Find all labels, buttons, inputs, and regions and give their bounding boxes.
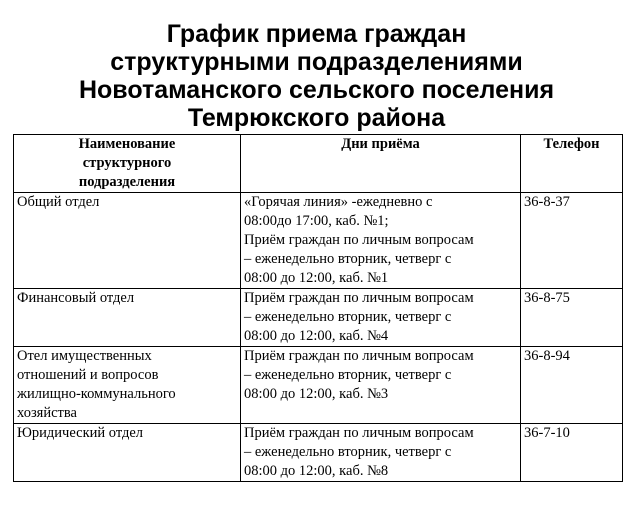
title-line: График приема граждан: [166, 20, 467, 48]
dept-name-cell: Общий отдел: [14, 193, 241, 289]
phone-cell: 36-8-94: [521, 347, 623, 424]
table-header-row: [14, 135, 623, 193]
days-cell: Приём граждан по личным вопросам – еженедельно вторник, четверг с 08:00 до 12:00, каб. №4: [241, 289, 521, 347]
schedule-table: [13, 134, 623, 482]
dept-name-cell: Финансовый отдел: [14, 289, 241, 347]
header-days: Дни приёма: [241, 135, 521, 193]
phone-cell: 36-8-37: [521, 193, 623, 289]
table-row: [14, 424, 623, 482]
header-name: Наименование структурного подразделения: [14, 135, 241, 193]
title-line: структурными подразделениями: [110, 48, 523, 76]
page-title: [0, 20, 633, 132]
days-cell: «Горячая линия» -ежедневно с 08:00до 17:00, каб. №1; Приём граждан по личным вопросам – еженедельно вторник, четверг с 08:00 до 12:00, каб. №1: [241, 193, 521, 289]
table-row: [14, 289, 623, 347]
dept-name-cell: Юридический отдел: [14, 424, 241, 482]
title-line: Новотаманского сельского поселения: [78, 76, 555, 104]
phone-cell: 36-7-10: [521, 424, 623, 482]
header-phone: Телефон: [521, 135, 623, 193]
dept-name-cell: Отел имущественных отношений и вопросов жилищно-коммунального хозяйства: [14, 347, 241, 424]
table-row: [14, 193, 623, 289]
days-cell: Приём граждан по личным вопросам – еженедельно вторник, четверг с 08:00 до 12:00, каб. №3: [241, 347, 521, 424]
phone-cell: 36-8-75: [521, 289, 623, 347]
table-row: [14, 347, 623, 424]
title-line: Темрюкского района: [187, 104, 446, 132]
days-cell: Приём граждан по личным вопросам – еженедельно вторник, четверг с 08:00 до 12:00, каб. №8: [241, 424, 521, 482]
